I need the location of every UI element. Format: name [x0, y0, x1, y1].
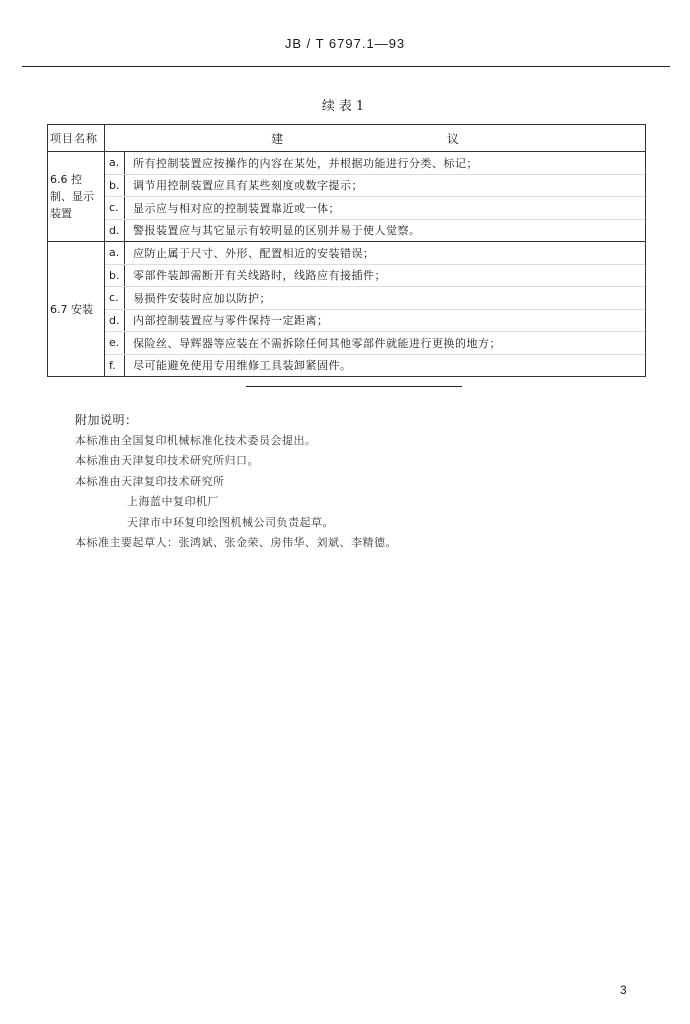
suggestion-cell — [105, 152, 646, 242]
list-item-text: 尽可能避免使用专用维修工具装卸紧固件。 — [133, 359, 352, 373]
notes-drafters: 本标准主要起草人：张鸿斌、张金荣、房伟华、刘斌、李精德。 — [75, 536, 397, 549]
suggestion-cell — [105, 242, 646, 377]
list-item-marker: c. — [105, 197, 125, 219]
notes-title: 附加说明： — [75, 413, 138, 427]
notes-line: 上海蓝中复印机厂 — [127, 495, 219, 508]
notes-line: 本标准由天津复印技术研究所归口。 — [75, 454, 259, 467]
table-row — [48, 242, 646, 377]
list-item-text: 易损件安装时应加以防护； — [133, 291, 271, 305]
list-item — [105, 310, 645, 333]
list-item — [105, 355, 645, 377]
list-item-text: 零部件装卸需断开有关线路时，线路应有接插件； — [133, 269, 386, 283]
table-caption: 续表1 — [321, 99, 369, 114]
notes-line: 本标准由天津复印技术研究所 — [75, 474, 225, 488]
column-header-item: 项目名称 — [48, 125, 105, 152]
section-divider — [246, 386, 462, 387]
suggestion-table — [47, 124, 646, 377]
list-item — [105, 287, 645, 310]
notes-line: 天津市中环复印绘图机械公司负责起草。 — [127, 515, 334, 529]
item-name-cell: 6.6 控制、显示装置 — [48, 152, 105, 242]
notes-line: 本标准由全国复印机械标准化技术委员会提出。 — [75, 433, 317, 447]
list-item-marker: b. — [105, 265, 125, 287]
list-item-marker: d. — [105, 220, 125, 242]
list-item-text: 警报装置应与其它显示有较明显的区别并易于使人觉察。 — [133, 224, 421, 238]
header-rule — [22, 66, 670, 67]
column-header-suggestion: 建 议 — [105, 125, 646, 152]
list-item-text: 调节用控制装置应具有某些刻度或数字提示； — [133, 179, 363, 193]
list-item-text: 保险丝、导辉器等应装在不需拆除任何其他零部件就能进行更换的地方； — [133, 336, 501, 350]
item-name-cell: 6.7 安装 — [48, 242, 105, 377]
list-item — [105, 220, 645, 242]
list-item-text: 所有控制装置应按操作的内容在某处，并根据功能进行分类、标记； — [133, 156, 478, 170]
list-item-marker: f. — [105, 355, 125, 377]
list-item-text: 内部控制装置应与零件保持一定距离； — [133, 314, 329, 328]
standard-code: JB / T 6797.1—93 — [284, 36, 406, 51]
list-item — [105, 152, 645, 175]
list-item-marker: d. — [105, 310, 125, 332]
page-number: 3 — [620, 983, 627, 997]
list-item-text: 应防止属于尺寸、外形、配置相近的安装错误； — [133, 246, 375, 260]
list-item — [105, 197, 645, 220]
additional-notes — [75, 410, 397, 554]
table-header-row — [48, 125, 646, 152]
table-row — [48, 152, 646, 242]
list-item — [105, 265, 645, 288]
list-item-marker: c. — [105, 287, 125, 309]
list-item-marker: a. — [105, 242, 125, 264]
list-item-marker: a. — [105, 152, 125, 174]
list-item-text: 显示应与相对应的控制装置靠近或一体； — [133, 201, 340, 215]
list-item-marker: e. — [105, 332, 125, 354]
list-item-marker: b. — [105, 175, 125, 197]
list-item — [105, 332, 645, 355]
list-item — [105, 242, 645, 265]
list-item — [105, 175, 645, 198]
